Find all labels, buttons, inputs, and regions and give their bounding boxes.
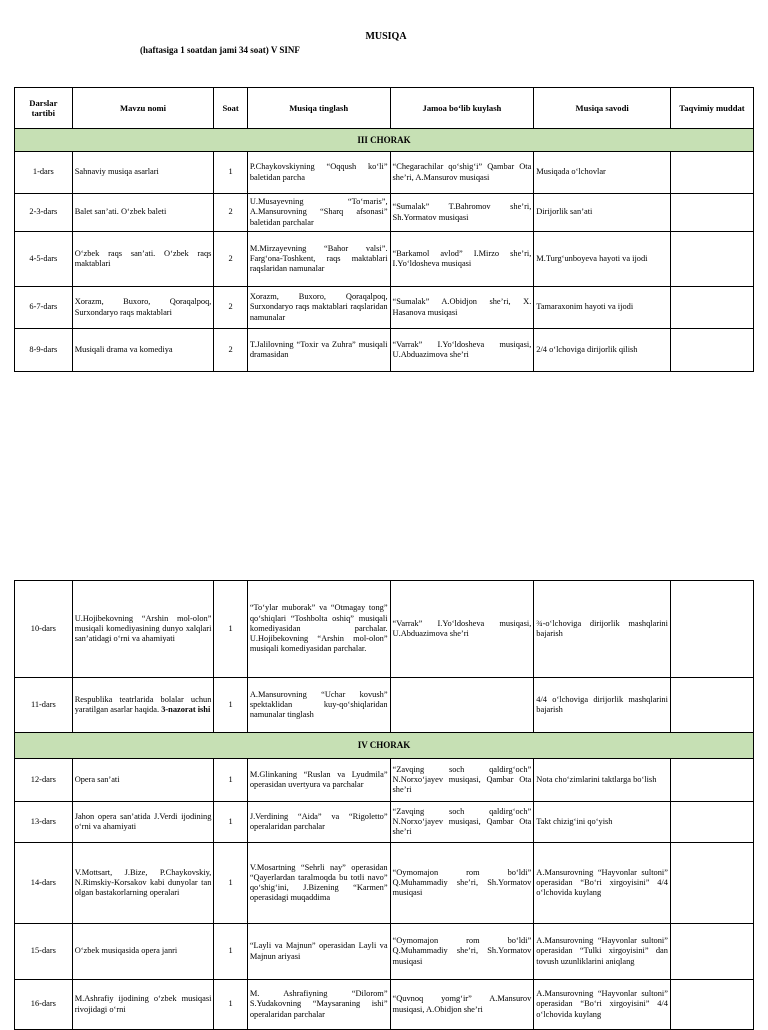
column-header: Taqvimiy muddat [670, 88, 753, 129]
lesson-listening: M. Ashrafiyning “Dilorom” S.Yudakovning “Maysaraning ishi” operalaridan parchalar [247, 980, 390, 1030]
table-row [15, 581, 754, 678]
lesson-singing: “Zavqing soch qaldirg‘och” N.Norxo‘jayev musiqasi, Qambar Ota she’ri [390, 802, 534, 843]
lesson-date [670, 924, 753, 980]
column-header: Soat [214, 88, 247, 129]
lesson-hours: 1 [214, 759, 247, 802]
lesson-number: 10-dars [15, 581, 73, 678]
lesson-singing: “Sumalak” A.Obidjon she’ri, X. Hasanova musiqasi [390, 287, 534, 329]
table-row [15, 287, 754, 329]
lesson-number: 15-dars [15, 924, 73, 980]
schedule-table-continued [14, 580, 754, 1030]
table-row [15, 759, 754, 802]
schedule-table-main [14, 87, 754, 372]
lesson-number: 8-9-dars [15, 329, 73, 372]
lesson-singing: “Sumalak” T.Bahromov she’ri, Sh.Yormatov musiqasi [390, 194, 534, 232]
lesson-date [670, 581, 753, 678]
lesson-topic: Musiqali drama va komediya [72, 329, 214, 372]
lesson-date [670, 329, 753, 372]
lesson-singing [390, 678, 534, 733]
lesson-topic: Sahnaviy musiqa asarlari [72, 152, 214, 194]
quarter-label: IV CHORAK [15, 733, 754, 759]
lesson-hours: 1 [214, 581, 247, 678]
lesson-topic: Opera san’ati [72, 759, 214, 802]
lesson-date [670, 980, 753, 1030]
column-header: Musiqa savodi [534, 88, 671, 129]
table-row [15, 678, 754, 733]
lesson-listening: P.Chaykovskiyning “Oqqush ko‘li” baletidan parcha [247, 152, 390, 194]
lesson-date [670, 759, 753, 802]
lesson-hours: 2 [214, 232, 247, 287]
table-row [15, 802, 754, 843]
column-header: Mavzu nomi [72, 88, 214, 129]
lesson-date [670, 678, 753, 733]
control-work-label: 3-nazorat ishi [161, 705, 211, 714]
lesson-listening: “To‘ylar muborak” va “Otmagay tong” qo‘shiqlari “Toshbolta oshiq” musiqali komediyasidan parchalar. U.Hojibekovning “Arshin mol-olon” musiqali komediyasidan parchalar. [247, 581, 390, 678]
lesson-date [670, 194, 753, 232]
lesson-singing: “Varrak” I.Yo‘ldosheva musiqasi, U.Abduazimova she’ri [390, 581, 534, 678]
lesson-hours: 2 [214, 287, 247, 329]
table-row [15, 329, 754, 372]
lesson-singing: “Oymomajon rom bo‘ldi” Q.Muhammadiy she’ri, Sh.Yormatov musiqasi [390, 843, 534, 924]
lesson-singing: “Zavqing soch qaldirg‘och” N.Norxo‘jayev musiqasi, Qambar Ota she’ri [390, 759, 534, 802]
lesson-number: 12-dars [15, 759, 73, 802]
lesson-singing: “Varrak” I.Yo‘ldosheva musiqasi, U.Abduazimova she’ri [390, 329, 534, 372]
lesson-literacy: A.Mansurovning “Hayvonlar sultoni” operasidan “Bo‘ri xirgoyisini” 4/4 o‘lchovida kuylang [534, 843, 671, 924]
lesson-number: 1-dars [15, 152, 73, 194]
lesson-singing: “Chegarachilar qo‘shig‘i” Qambar Ota she’ri, A.Mansurov musiqasi [390, 152, 534, 194]
lesson-hours: 2 [214, 194, 247, 232]
lesson-date [670, 152, 753, 194]
lesson-date [670, 802, 753, 843]
lesson-number: 4-5-dars [15, 232, 73, 287]
lesson-literacy: Dirijorlik san’ati [534, 194, 671, 232]
lesson-topic: V.Mottsart, J.Bize, P.Chaykovskiy, N.Rimskiy-Korsakov kabi dunyolar tan olgan bastakorlarning operalari [72, 843, 214, 924]
lesson-listening: M.Glinkaning “Ruslan va Lyudmila” operasidan uvertyura va parchalar [247, 759, 390, 802]
lesson-number: 14-dars [15, 843, 73, 924]
lesson-listening: U.Musayevning “To‘maris”, A.Mansurovning “Sharq afsonasi” baletidan parchalar [247, 194, 390, 232]
lesson-hours: 1 [214, 924, 247, 980]
lesson-hours: 1 [214, 980, 247, 1030]
lesson-literacy: Tamaraxonim hayoti va ijodi [534, 287, 671, 329]
lesson-number: 6-7-dars [15, 287, 73, 329]
lesson-listening: A.Mansurovning “Uchar kovush” spektaklidan kuy-qo‘shiqlaridan namunalar tinglash [247, 678, 390, 733]
table-row [15, 980, 754, 1030]
lesson-listening: T.Jalilovning “Toxir va Zuhra” musiqali dramasidan [247, 329, 390, 372]
lesson-number: 13-dars [15, 802, 73, 843]
lesson-date [670, 287, 753, 329]
column-header: Musiqa tinglash [247, 88, 390, 129]
lesson-topic: U.Hojibekovning “Arshin mol-olon” musiqali komediyasining dunyo xalqlari san’atidagi o‘rni va ahamiyati [72, 581, 214, 678]
lesson-singing: “Barkamol avlod” I.Mirzo she’ri, I.Yo‘ldosheva musiqasi [390, 232, 534, 287]
lesson-number: 16-dars [15, 980, 73, 1030]
lesson-listening: V.Mosartning “Sehrli nay” operasidan “Qayerlardan taralmoqda bu totli navo” qo‘shig‘ini, J.Bizening “Karmen” operasidagi muqaddima [247, 843, 390, 924]
column-header: Darslar tartibi [15, 88, 73, 129]
lesson-literacy: ¾-o‘lchoviga dirijorlik mashqlarini bajarish [534, 581, 671, 678]
lesson-date [670, 232, 753, 287]
table-row [15, 152, 754, 194]
lesson-topic: Xorazm, Buxoro, Qoraqalpoq, Surxondaryo raqs maktablari [72, 287, 214, 329]
lesson-literacy: A.Mansurovning “Hayvonlar sultoni” operasidan “Bo‘ri xirgoyisini” 4/4 o‘lchovida kuylang [534, 980, 671, 1030]
page-title: MUSIQA [365, 31, 407, 42]
quarter-row [15, 129, 754, 152]
lesson-number: 2-3-dars [15, 194, 73, 232]
lesson-number: 11-dars [15, 678, 73, 733]
lesson-hours: 1 [214, 152, 247, 194]
lesson-singing: “Quvnoq yomg‘ir” A.Mansurov musiqasi, A.Obidjon she’ri [390, 980, 534, 1030]
lesson-literacy: Takt chizig‘ini qo‘yish [534, 802, 671, 843]
lesson-topic: Jahon opera san’atida J.Verdi ijodining o‘rni va ahamiyati [72, 802, 214, 843]
lesson-literacy: Musiqada o‘lchovlar [534, 152, 671, 194]
lesson-literacy: 4/4 o‘lchoviga dirijorlik mashqlarini bajarish [534, 678, 671, 733]
lesson-singing: “Oymomajon rom bo‘ldi” Q.Muhammadiy she’ri, Sh.Yormatov musiqasi [390, 924, 534, 980]
lesson-literacy: M.Turg‘unboyeva hayoti va ijodi [534, 232, 671, 287]
lesson-topic: Balet san’ati. O‘zbek baleti [72, 194, 214, 232]
quarter-row [15, 733, 754, 759]
quarter-label: III CHORAK [15, 129, 754, 152]
lesson-topic: M.Ashrafiy ijodining o‘zbek musiqasi rivojidagi o‘rni [72, 980, 214, 1030]
lesson-hours: 1 [214, 802, 247, 843]
lesson-hours: 2 [214, 329, 247, 372]
lesson-topic [72, 678, 214, 733]
lesson-listening: Xorazm, Buxoro, Qoraqalpoq, Surxondaryo raqs maktablari raqslaridan namunalar [247, 287, 390, 329]
lesson-hours: 1 [214, 678, 247, 733]
lesson-listening: J.Verdining “Aida” va “Rigoletto” operalaridan parchalar [247, 802, 390, 843]
table-row [15, 924, 754, 980]
lesson-topic: O‘zbek musiqasida opera janri [72, 924, 214, 980]
lesson-date [670, 843, 753, 924]
lesson-literacy: 2/4 o‘lchoviga dirijorlik qilish [534, 329, 671, 372]
lesson-literacy: A.Mansurovning “Hayvonlar sultoni” operasidan “Tulki xirgoyisini” dan tovush uzunliklarini aniqlang [534, 924, 671, 980]
table-row [15, 194, 754, 232]
table-row [15, 232, 754, 287]
lesson-topic: O‘zbek raqs san’ati. O‘zbek raqs maktablari [72, 232, 214, 287]
lesson-hours: 1 [214, 843, 247, 924]
page-subtitle: (haftasiga 1 soatdan jami 34 soat) V SINF [140, 45, 300, 55]
column-header: Jamoa bo‘lib kuylash [390, 88, 534, 129]
table-row [15, 843, 754, 924]
lesson-listening: “Layli va Majnun” operasidan Layli va Majnun ariyasi [247, 924, 390, 980]
lesson-topic-text: Respublika teatrlarida bolalar uchun yaratilgan asarlar haqida. [74, 694, 212, 714]
lesson-listening: M.Mirzayevning “Bahor valsi”. Farg‘ona-Toshkent, raqs maktablari raqslaridan namunalar [247, 232, 390, 287]
lesson-literacy: Nota cho‘zimlarini taktlarga bo‘lish [534, 759, 671, 802]
table-header-row [15, 88, 754, 129]
